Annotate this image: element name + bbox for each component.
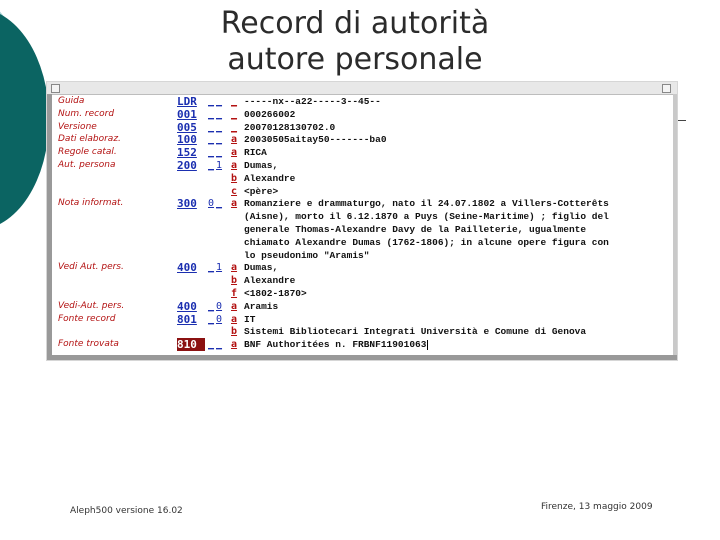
- field-indicator-1[interactable]: _: [208, 313, 215, 325]
- field-label: Regole catal.: [58, 147, 117, 158]
- field-value[interactable]: (Aisne), morto il 6.12.1870 a Puys (Seine-Maritime) ; figlio del: [244, 211, 609, 223]
- field-label: Fonte trovata: [58, 339, 119, 350]
- slide-title-line1: Record di autorità: [220, 6, 490, 41]
- field-tag[interactable]: 200: [177, 159, 197, 172]
- subfield-code[interactable]: _: [231, 121, 238, 133]
- field-tag[interactable]: 400: [177, 261, 197, 275]
- footer-date: Firenze, 13 maggio 2009: [541, 502, 653, 512]
- field-indicator-2[interactable]: 1: [216, 262, 223, 274]
- record-field-row: [47, 249, 667, 262]
- field-value[interactable]: RICA: [244, 147, 267, 159]
- subfield-code[interactable]: a: [231, 313, 238, 325]
- field-label: Versione: [58, 121, 97, 132]
- slide-title: [190, 6, 520, 78]
- catalog-record-window: [46, 81, 678, 361]
- field-indicator-2[interactable]: _: [216, 198, 223, 210]
- subfield-code[interactable]: a: [231, 339, 238, 351]
- subfield-code[interactable]: _: [231, 96, 238, 107]
- subfield-code[interactable]: a: [231, 262, 238, 274]
- field-tag[interactable]: 005: [177, 120, 197, 134]
- field-indicator-1[interactable]: _: [208, 96, 215, 107]
- field-indicator-1[interactable]: _: [208, 147, 215, 159]
- field-value[interactable]: generale Thomas-Alexandre Davy de la Pailleterie, ugualmente: [244, 224, 587, 235]
- record-field-row: [47, 313, 667, 326]
- field-value[interactable]: 20070128130702.0: [244, 121, 336, 133]
- field-value[interactable]: 000266002: [244, 108, 296, 120]
- record-field-row: [47, 274, 667, 287]
- slide-title-line2: autore personale: [227, 42, 483, 77]
- record-field-row: [47, 223, 667, 236]
- field-label: Aut. persona: [58, 160, 116, 170]
- record-field-row: [47, 325, 667, 338]
- field-indicator-1[interactable]: _: [208, 339, 215, 351]
- field-indicator-1[interactable]: 0: [208, 198, 215, 210]
- field-tag[interactable]: 001: [177, 107, 197, 121]
- field-value[interactable]: Aramis: [244, 300, 279, 312]
- field-tag[interactable]: 810: [177, 338, 205, 351]
- record-field-row: [47, 261, 667, 274]
- field-tag[interactable]: 100: [177, 133, 197, 147]
- window-menu-icon[interactable]: [51, 84, 60, 93]
- field-value[interactable]: Alexandre: [244, 275, 296, 287]
- field-value[interactable]: -----nx--a22-----3--45--: [244, 96, 381, 107]
- record-field-row: [47, 172, 667, 185]
- field-label: Nota informat.: [58, 198, 124, 209]
- window-bottom-border: [47, 355, 677, 360]
- field-indicator-2[interactable]: 0: [216, 313, 223, 325]
- subfield-code[interactable]: b: [231, 172, 238, 184]
- record-field-row: [47, 108, 667, 121]
- field-tag[interactable]: 400: [177, 299, 197, 313]
- record-field-row: [47, 185, 667, 198]
- field-indicator-2[interactable]: _: [216, 339, 223, 351]
- field-label: Vedi Aut. pers.: [58, 262, 124, 273]
- subfield-code[interactable]: b: [231, 326, 238, 338]
- record-field-row: [47, 210, 667, 223]
- dark-teal-circle: [0, 8, 49, 230]
- field-tag[interactable]: 300: [177, 197, 197, 211]
- field-tag[interactable]: LDR: [177, 95, 197, 108]
- field-label: Fonte record: [58, 313, 116, 324]
- record-field-row: [47, 95, 667, 108]
- field-label: Num. record: [58, 108, 115, 119]
- field-label: Vedi-Aut. pers.: [58, 300, 125, 311]
- field-value[interactable]: <1802-1870>: [244, 288, 307, 299]
- field-indicator-1[interactable]: _: [208, 121, 215, 133]
- record-field-row: [47, 159, 667, 172]
- record-field-row: [47, 133, 667, 146]
- text-cursor: [427, 340, 428, 350]
- field-value[interactable]: Sistemi Bibliotecari Integrati Università e Comune di Genova: [244, 326, 587, 338]
- window-restore-icon[interactable]: [662, 84, 671, 93]
- field-value[interactable]: 20030505aitay50-------ba0: [244, 134, 387, 146]
- field-value[interactable]: chiamato Alexandre Dumas (1762-1806); in alcune opere figura con: [244, 236, 609, 248]
- subfield-code[interactable]: b: [231, 275, 238, 287]
- window-top-bar: [47, 82, 677, 95]
- field-value[interactable]: Dumas,: [244, 160, 279, 171]
- field-indicator-2[interactable]: 0: [216, 300, 223, 312]
- subfield-code[interactable]: a: [231, 300, 238, 312]
- field-indicator-2[interactable]: _: [216, 96, 223, 107]
- subfield-code[interactable]: _: [231, 108, 238, 120]
- field-value[interactable]: Alexandre: [244, 172, 296, 184]
- field-indicator-1[interactable]: _: [208, 160, 215, 171]
- field-label: Dati elaboraz.: [58, 134, 121, 145]
- field-label: Guida: [58, 96, 85, 106]
- record-field-row: [47, 300, 667, 313]
- field-indicator-2[interactable]: 1: [216, 160, 223, 171]
- record-field-row: [47, 146, 667, 159]
- subfield-code[interactable]: a: [231, 198, 238, 210]
- field-indicator-1[interactable]: _: [208, 300, 215, 312]
- record-field-row: [47, 236, 667, 249]
- field-value[interactable]: IT: [244, 313, 256, 325]
- record-field-row: [47, 338, 667, 351]
- subfield-code[interactable]: f: [231, 288, 238, 299]
- field-indicator-1[interactable]: _: [208, 262, 215, 274]
- subfield-code[interactable]: a: [231, 147, 238, 159]
- record-field-row: [47, 287, 667, 300]
- field-indicator-2[interactable]: _: [216, 121, 223, 133]
- field-value[interactable]: BNF Authoritées n. FRBNF11901063: [244, 339, 427, 351]
- field-indicator-1[interactable]: _: [208, 134, 215, 146]
- record-field-row: [47, 197, 667, 210]
- footer-version: Aleph500 versione 16.02: [70, 506, 183, 516]
- subfield-code[interactable]: a: [231, 160, 238, 171]
- field-value[interactable]: Romanziere e drammaturgo, nato il 24.07.1802 a Villers-Cotterêts: [244, 198, 609, 210]
- field-value[interactable]: <père>: [244, 185, 279, 197]
- field-tag[interactable]: 152: [177, 146, 197, 160]
- field-indicator-1[interactable]: _: [208, 108, 215, 120]
- vertical-scrollbar[interactable]: [673, 94, 677, 360]
- field-tag[interactable]: 801: [177, 312, 197, 326]
- record-field-row: [47, 121, 667, 134]
- field-value[interactable]: lo pseudonimo "Aramis": [244, 249, 370, 261]
- subfield-code[interactable]: c: [231, 185, 238, 197]
- field-indicator-2[interactable]: _: [216, 147, 223, 159]
- field-indicator-2[interactable]: _: [216, 108, 223, 120]
- subfield-code[interactable]: a: [231, 134, 238, 146]
- field-indicator-2[interactable]: _: [216, 134, 223, 146]
- field-value[interactable]: Dumas,: [244, 262, 279, 274]
